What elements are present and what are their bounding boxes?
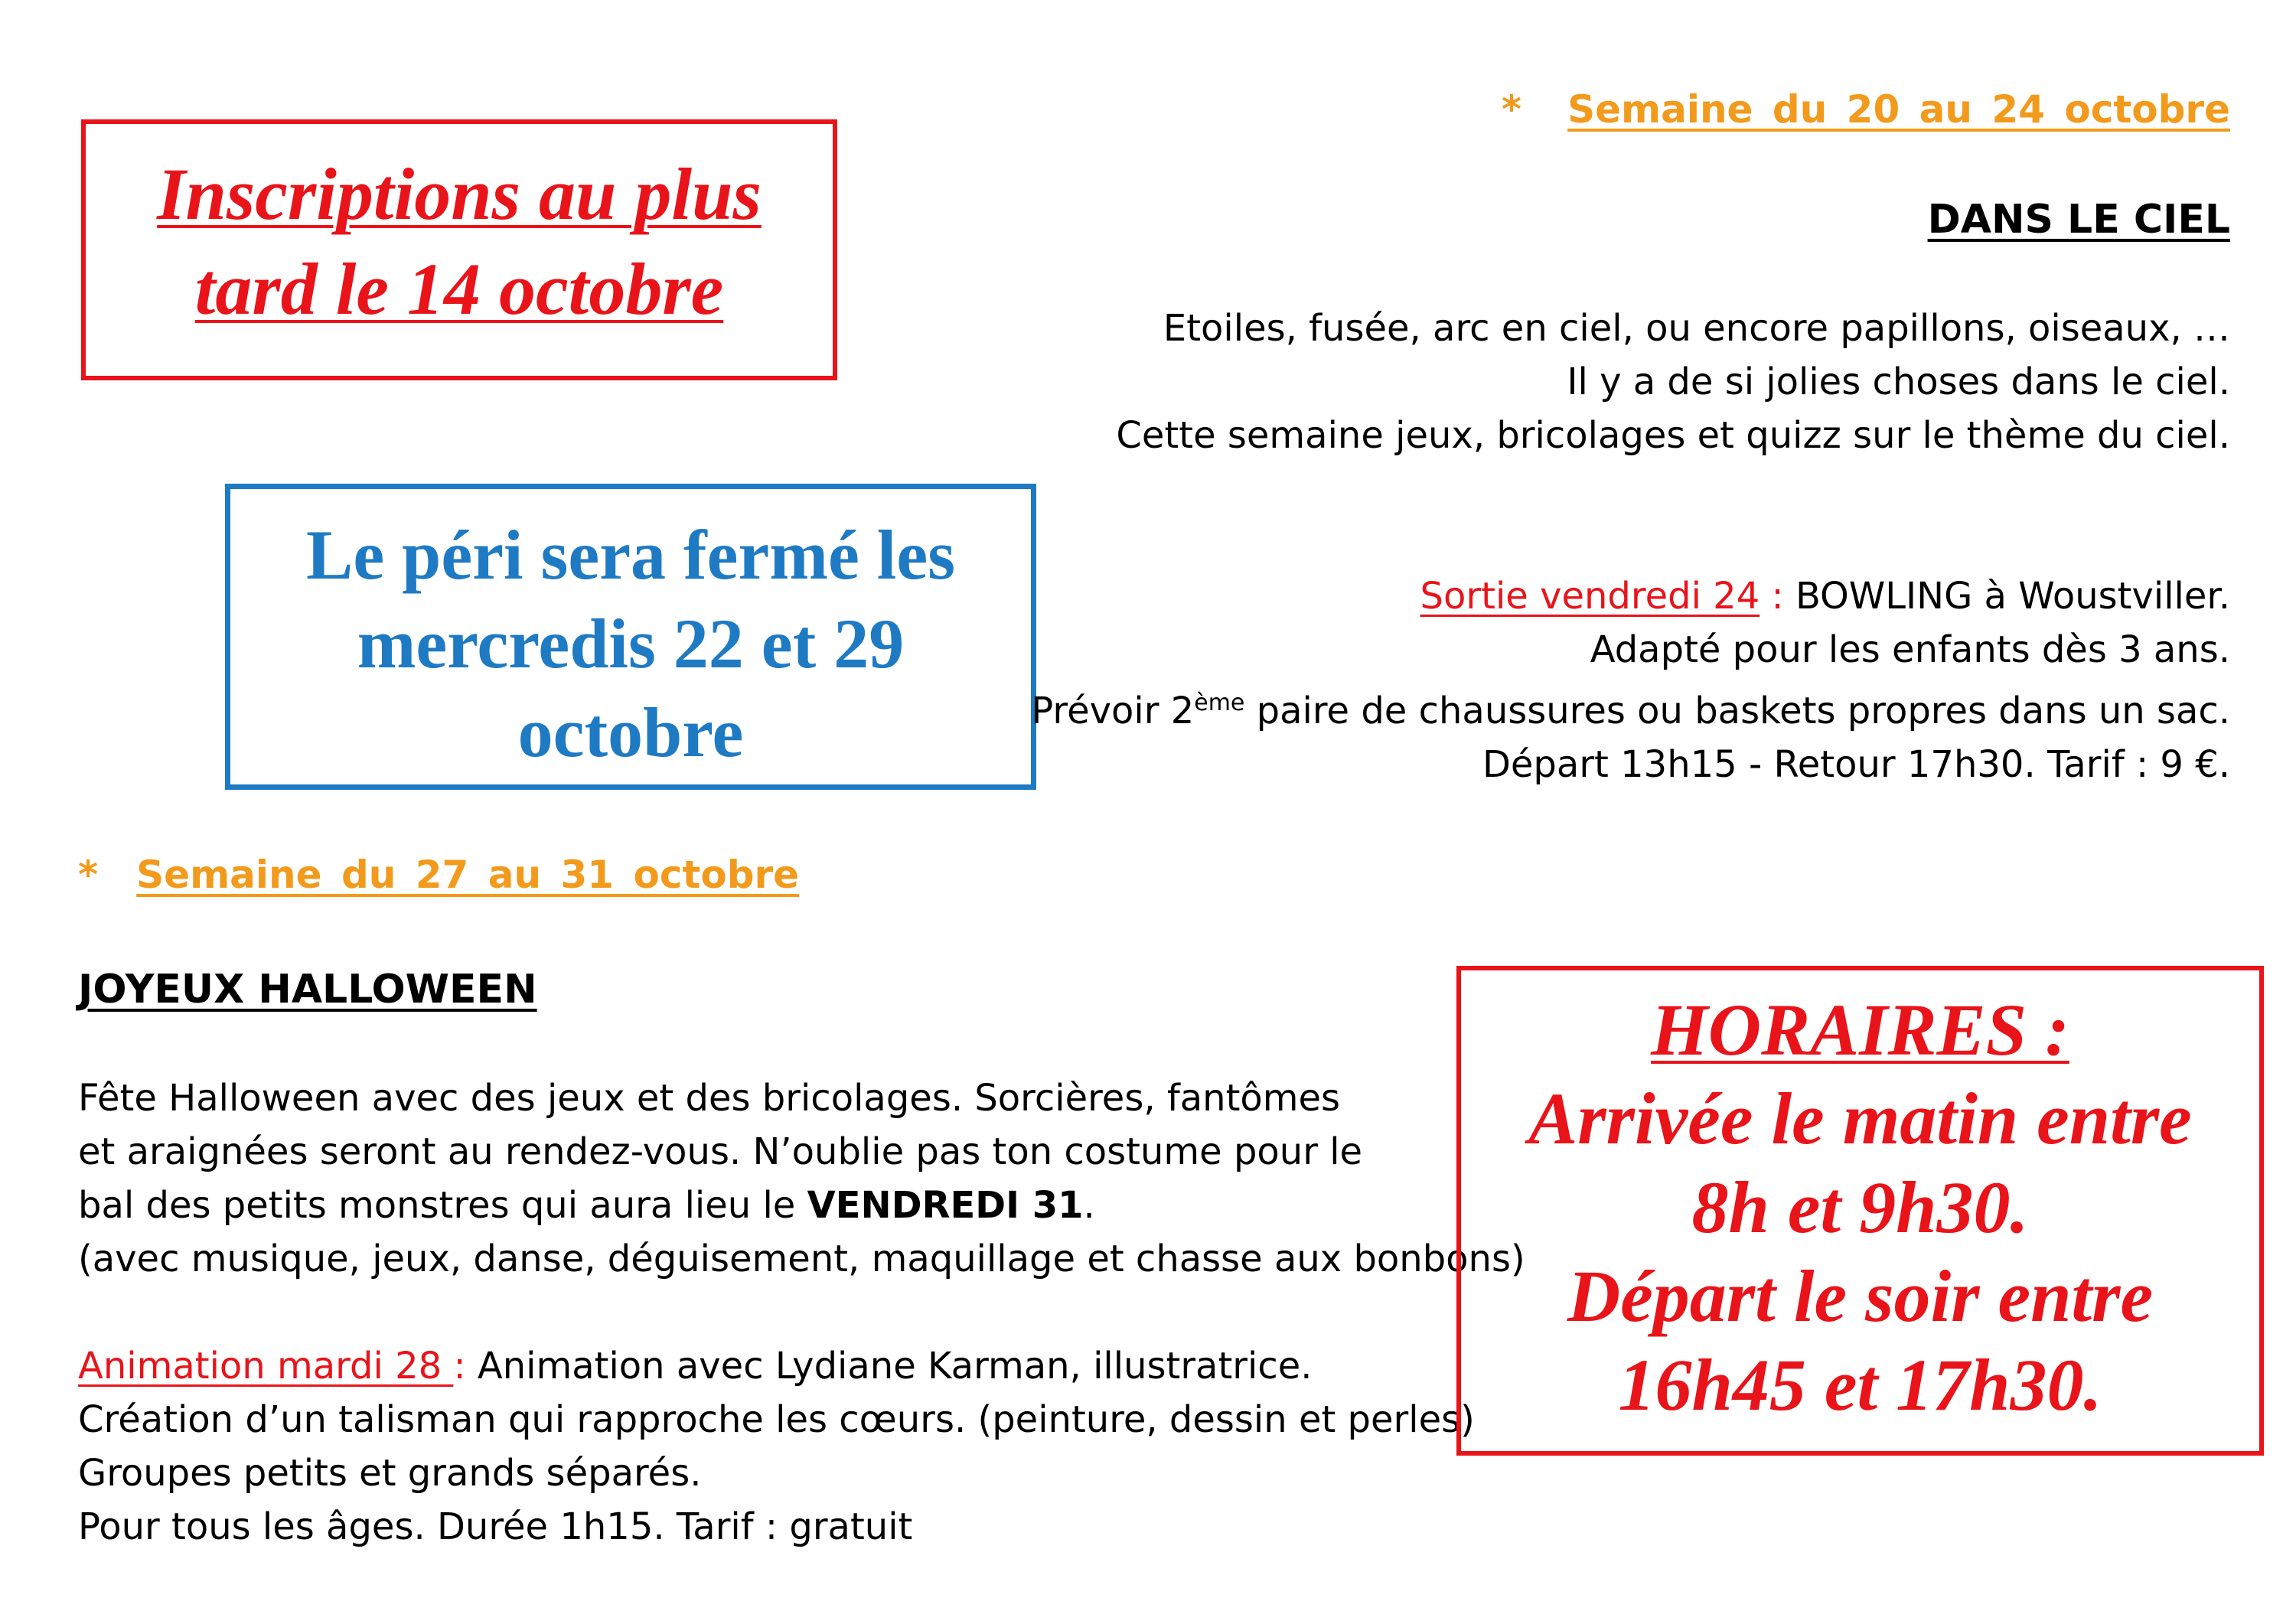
week2-heading: JOYEUX HALLOWEEN <box>78 967 537 1013</box>
inscriptions-box <box>81 119 837 380</box>
week1-desc-line-3: Cette semaine jeux, bricolages et quizz sur le thème du ciel. <box>1116 414 2230 457</box>
peri-line-3: octobre <box>517 693 744 771</box>
peri-closed-box <box>225 484 1036 790</box>
week1-desc-line-2: Il y a de si jolies choses dans le ciel. <box>1567 360 2230 403</box>
week1-section <box>929 83 2230 791</box>
week2-star: * <box>78 853 99 897</box>
week2-animation <box>78 1339 1475 1554</box>
week2-anim-text: Animation avec Lydiane Karman, illustratrice. <box>477 1345 1313 1388</box>
week1-description <box>929 302 2230 462</box>
week2-title-row <box>78 848 1440 902</box>
horaires-line-1: Arrivée le matin entre <box>1528 1078 2192 1159</box>
week1-desc-line-1: Etoiles, fusée, arc en ciel, ou encore papillons, oiseaux, … <box>1163 307 2230 350</box>
peri-line-1: Le péri sera fermé les <box>305 516 956 594</box>
week1-sortie-sep: : <box>1760 575 1795 618</box>
week2-tarif-line: Pour tous les âges. Durée 1h15. Tarif : gratuit <box>78 1505 913 1548</box>
horaires-line-4: 16h45 et 17h30. <box>1618 1344 2102 1426</box>
week2-vendredi-31: VENDREDI 31 <box>807 1184 1084 1227</box>
week2-desc-line-4: (avec musique, jeux, danse, déguisement, maquillage et chasse aux bonbons) <box>78 1238 1525 1280</box>
week1-adapte-line: Adapté pour les enfants dès 3 ans. <box>1590 628 2230 671</box>
horaires-line-3: Départ le soir entre <box>1567 1255 2154 1337</box>
peri-line-2: mercredis 22 et 29 <box>357 605 905 683</box>
week2-groupes-line: Groupes petits et grands séparés. <box>78 1452 702 1495</box>
week1-prevoir-line: Prévoir 2ème paire de chaussures ou baskets propres dans un sac. <box>1031 690 2230 732</box>
week2-anim-sep: : <box>453 1345 478 1388</box>
week1-sortie-label: Sortie vendredi 24 <box>1420 575 1760 618</box>
week2-desc-line-3: bal des petits monstres qui aura lieu le VENDREDI 31. <box>78 1184 1095 1227</box>
week2-description <box>78 1071 1525 1286</box>
week2-anim-label: Animation mardi 28 <box>78 1345 454 1388</box>
week2-talisman-line: Création d’un talisman qui rapproche les cœurs. (peinture, dessin et perles) <box>78 1398 1475 1441</box>
week2-anim-line <box>78 1339 1440 1393</box>
week1-heading: DANS LE CIEL <box>1927 197 2230 243</box>
week1-title: Semaine du 20 au 24 octobre <box>1567 87 2230 132</box>
week1-depart-line: Départ 13h15 - Retour 17h30. Tarif : 9 €. <box>1482 743 2230 786</box>
week1-sortie-line <box>929 569 2230 623</box>
week2-title: Semaine du 27 au 31 octobre <box>136 853 800 897</box>
week1-sortie-text: BOWLING à Woustviller. <box>1795 575 2230 618</box>
inscriptions-line-1: Inscriptions au plus <box>157 153 762 235</box>
horaires-line-2: 8h et 9h30. <box>1691 1166 2029 1248</box>
week1-outing <box>929 569 2230 791</box>
inscriptions-line-2: tard le 14 octobre <box>194 248 724 330</box>
week2-desc-line-1: Fête Halloween avec des jeux et des bricolages. Sorcières, fantômes <box>78 1077 1341 1120</box>
horaires-box <box>1456 966 2264 1456</box>
week1-star: * <box>1501 87 1522 132</box>
week2-section <box>78 848 1525 1554</box>
horaires-title: HORAIRES : <box>1651 989 2069 1071</box>
week1-title-row <box>929 83 2230 136</box>
week2-desc-line-2: et araignées seront au rendez-vous. N’oublie pas ton costume pour le <box>78 1130 1363 1173</box>
